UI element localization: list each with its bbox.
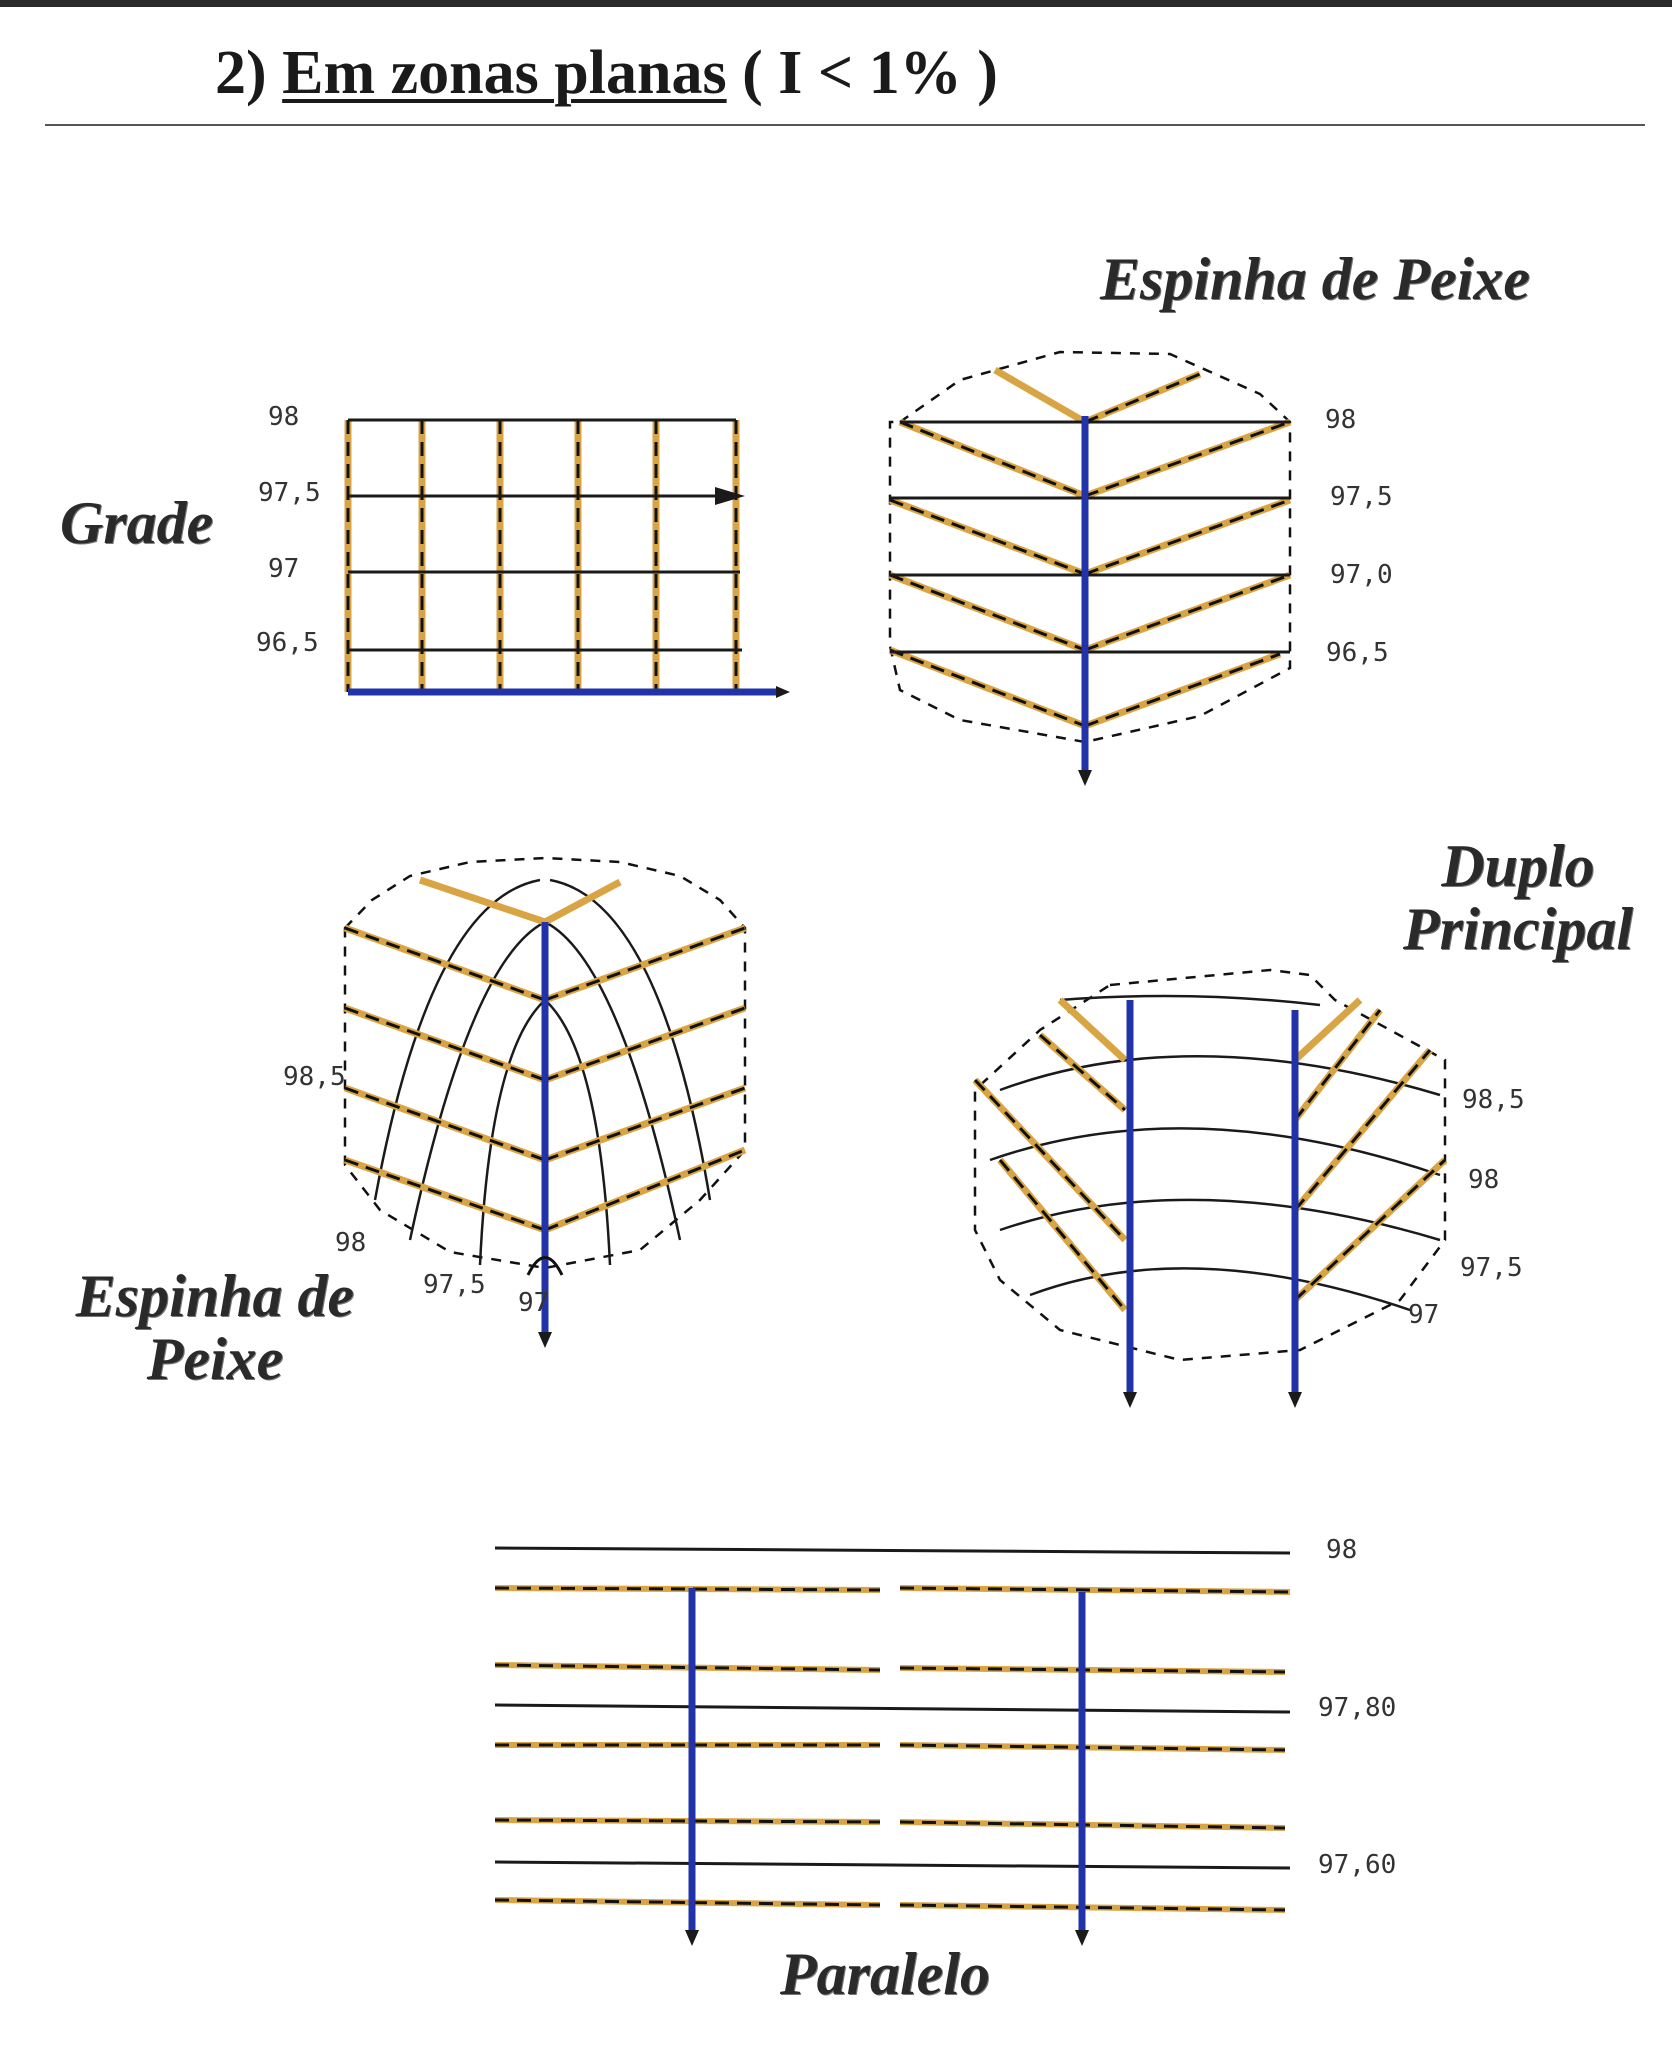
heading-number: 2) bbox=[215, 39, 267, 107]
paralelo-contour-98: 98 bbox=[1326, 1535, 1358, 1565]
heading-title: Em zonas planas bbox=[282, 39, 727, 107]
grade-label: Grade bbox=[60, 490, 214, 556]
heading-condition: ( I < 1% ) bbox=[742, 39, 998, 107]
espinha-top-contour-96-5: 96,5 bbox=[1326, 638, 1389, 668]
espinha-left-label-line2: Peixe bbox=[146, 1326, 284, 1392]
duplo-label-line1: Duplo bbox=[1441, 833, 1595, 899]
duplo-contour-97-5: 97,5 bbox=[1460, 1253, 1523, 1283]
duplo-label-line2: Principal bbox=[1402, 896, 1633, 962]
grade-diagram bbox=[348, 420, 790, 698]
espinha-left-contour-98-5: 98,5 bbox=[283, 1062, 346, 1092]
espinha-left-contour-97: 97 bbox=[518, 1288, 550, 1318]
duplo-contour-98-5: 98,5 bbox=[1462, 1085, 1525, 1115]
espinha-left-contour-98: 98 bbox=[335, 1228, 367, 1258]
paralelo-contour-97-60: 97,60 bbox=[1318, 1850, 1397, 1880]
espinha-top-label: Espinha de Peixe bbox=[1100, 246, 1530, 312]
espinha-top-contour-97-5: 97,5 bbox=[1330, 482, 1393, 512]
grade-contour-96-5: 96,5 bbox=[256, 628, 319, 658]
duplo-contour-98: 98 bbox=[1468, 1165, 1500, 1195]
duplo-contour-97: 97 bbox=[1408, 1300, 1440, 1330]
duplo-diagram bbox=[975, 970, 1445, 1408]
grade-contour-97-5: 97,5 bbox=[258, 478, 321, 508]
grade-contours bbox=[348, 420, 742, 650]
espinha-left-contour-97-5: 97,5 bbox=[423, 1270, 486, 1300]
paralelo-label: Paralelo bbox=[780, 1941, 990, 2007]
paralelo-diagram bbox=[495, 1548, 1290, 1946]
paralelo-contour-97-80: 97,80 bbox=[1318, 1693, 1397, 1723]
espinha-top-contour-97-0: 97,0 bbox=[1330, 560, 1393, 590]
espinha-left-label bbox=[55, 1265, 375, 1391]
grade-contour-97: 97 bbox=[268, 554, 300, 584]
duplo-label bbox=[1378, 835, 1658, 961]
espinha-top-contour-98: 98 bbox=[1325, 405, 1357, 435]
espinha-left-label-line1: Espinha de bbox=[75, 1263, 355, 1329]
espinha-left-diagram bbox=[345, 858, 745, 1348]
espinha-top-diagram bbox=[890, 352, 1290, 786]
grade-contour-98: 98 bbox=[268, 402, 300, 432]
